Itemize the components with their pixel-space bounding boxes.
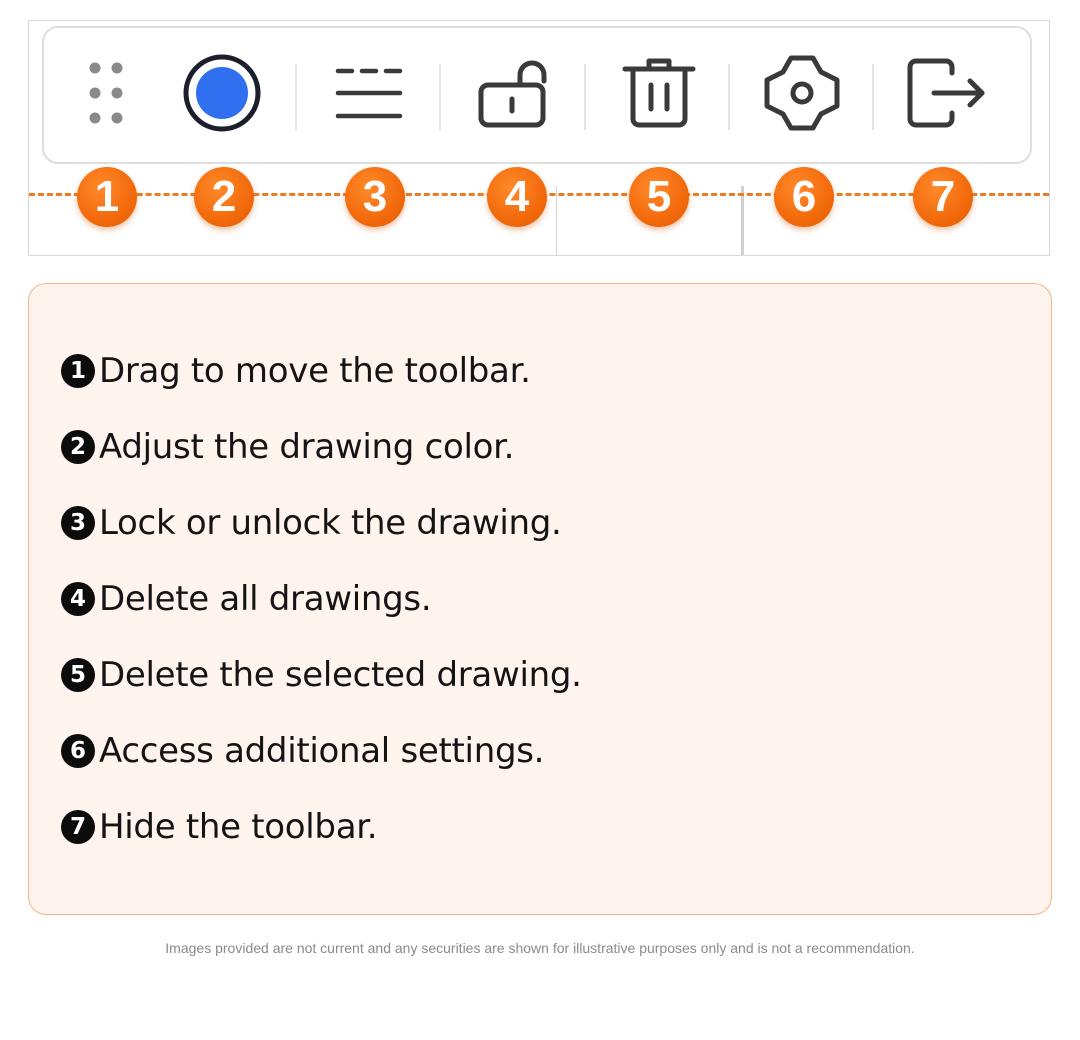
legend-item-1: [61, 346, 531, 396]
legend-item-2: [61, 422, 514, 472]
drag-handle-button[interactable]: [69, 28, 143, 162]
line-style-button[interactable]: [324, 28, 414, 162]
toolbar-illustration: [28, 20, 1050, 256]
legend-text: Hide the toolbar.: [99, 807, 378, 847]
toolbar-divider: [584, 64, 586, 130]
delete-all-button[interactable]: [609, 28, 709, 162]
frame-divider-thick: [741, 186, 744, 255]
legend-number: 4: [61, 582, 95, 616]
step-badge-6: 6: [774, 167, 834, 227]
toolbar-divider: [295, 64, 297, 130]
legend-text: Drag to move the toolbar.: [99, 351, 531, 391]
drag-handle-icon: [84, 58, 128, 132]
line-style-icon: [334, 63, 404, 127]
step-badge-1: 1: [77, 167, 137, 227]
color-picker-icon: [181, 52, 263, 138]
frame-divider-thin: [556, 186, 557, 255]
color-picker-button[interactable]: [174, 28, 270, 162]
step-badge-2: 2: [194, 167, 254, 227]
settings-gear-icon: [761, 52, 843, 138]
toolbar-divider: [872, 64, 874, 130]
legend-text: Delete all drawings.: [99, 579, 432, 619]
legend-text: Adjust the drawing color.: [99, 427, 515, 467]
unlock-icon: [476, 55, 552, 135]
legend-text: Access additional settings.: [99, 731, 545, 771]
disclaimer-text: Images provided are not current and any securities are shown for illustrative purposes only and is not a recommendation.: [165, 940, 915, 956]
legend-number: 1: [61, 354, 95, 388]
step-badge-7: 7: [913, 167, 973, 227]
trash-icon: [621, 55, 697, 135]
step-badge-3: 3: [345, 167, 405, 227]
drawing-toolbar: [42, 26, 1032, 164]
toolbar-divider: [728, 64, 730, 130]
exit-icon: [904, 55, 988, 135]
legend-number: 6: [61, 734, 95, 768]
step-badge-4: 4: [487, 167, 547, 227]
legend-number: 3: [61, 506, 95, 540]
legend-text: Lock or unlock the drawing.: [99, 503, 562, 543]
legend-number: 7: [61, 810, 95, 844]
legend-item-5: [61, 650, 582, 700]
legend-item-3: [61, 498, 562, 548]
settings-button[interactable]: [752, 28, 852, 162]
step-badge-5: 5: [629, 167, 689, 227]
legend-number: 2: [61, 430, 95, 464]
legend-text: Delete the selected drawing.: [99, 655, 582, 695]
hide-toolbar-button[interactable]: [896, 28, 996, 162]
lock-toggle-button[interactable]: [464, 28, 564, 162]
toolbar-divider: [439, 64, 441, 130]
legend-item-4: [61, 574, 431, 624]
legend-panel: [28, 283, 1052, 915]
legend-item-7: [61, 802, 377, 852]
legend-item-6: [61, 726, 544, 776]
legend-number: 5: [61, 658, 95, 692]
